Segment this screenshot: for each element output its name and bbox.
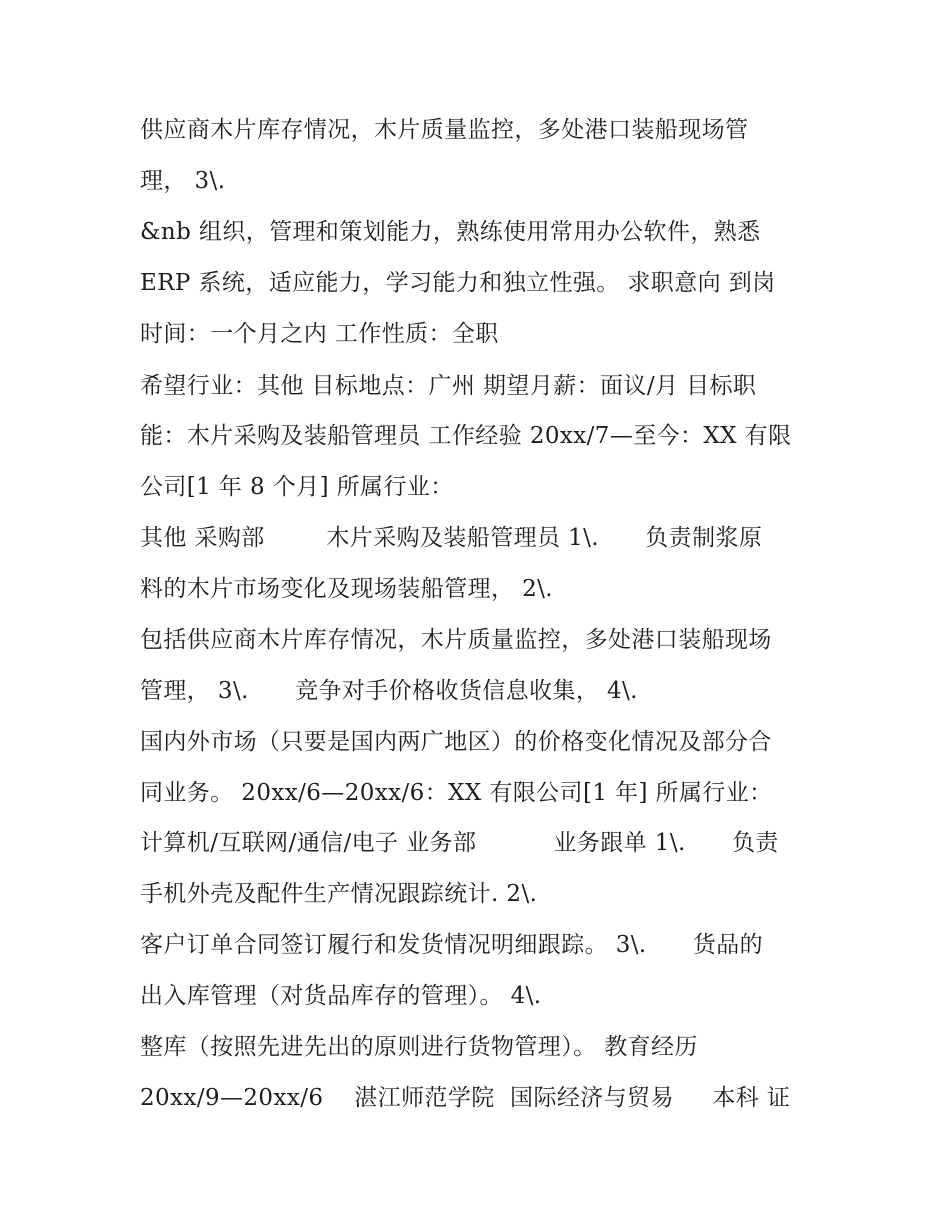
text-line: 20xx/9—20xx/6 湛江师范学院 国际经济与贸易 本科 证 xyxy=(140,1085,791,1111)
text-line: 同业务。 20xx/6—20xx/6：XX 有限公司[1 年] 所属行业： xyxy=(140,780,773,806)
text-line: 能：木片采购及装船管理员 工作经验 20xx/7—至今：XX 有限 xyxy=(140,423,792,449)
text-line: 时间：一个月之内 工作性质：全职 xyxy=(140,321,499,347)
text-line: 计算机/互联网/通信/电子 业务部 业务跟单 1\. 负责 xyxy=(140,830,779,856)
text-line: 整库（按照先进先出的原则进行货物管理）。 教育经历 xyxy=(140,1034,698,1060)
text-line: 管理， 3\. 竞争对手价格收货信息收集， 4\. xyxy=(140,678,638,704)
text-line: 供应商木片库存情况，木片质量监控，多处港口装船现场管 xyxy=(140,117,749,143)
text-line: 国内外市场（只要是国内两广地区）的价格变化情况及部分合 xyxy=(140,729,772,755)
text-line: 希望行业：其他 目标地点：广州 期望月薪：面议/月 目标职 xyxy=(140,373,757,399)
text-line: 出入库管理（对货品库存的管理）。 4\. xyxy=(140,983,542,1009)
text-line: 公司[1 年 8 个月] 所属行业： xyxy=(140,474,454,500)
text-line: 包括供应商木片库存情况，木片质量监控，多处港口装船现场 xyxy=(140,627,772,653)
text-line: 客户订单合同签订履行和发货情况明细跟踪。 3\. 货品的 xyxy=(140,932,764,958)
text-line: ERP 系统，适应能力，学习能力和独立性强。 求职意向 到岗 xyxy=(140,270,776,296)
text-line: 理， 3\. xyxy=(140,168,226,194)
text-line: 料的木片市场变化及现场装船管理， 2\. xyxy=(140,576,554,602)
text-line: &nb 组织，管理和策划能力，熟练使用常用办公软件，熟悉 xyxy=(140,219,761,245)
text-line: 手机外壳及配件生产情况跟踪统计. 2\. xyxy=(140,881,538,907)
text-line: 其他 采购部 木片采购及装船管理员 1\. 负责制浆原 xyxy=(140,525,763,551)
